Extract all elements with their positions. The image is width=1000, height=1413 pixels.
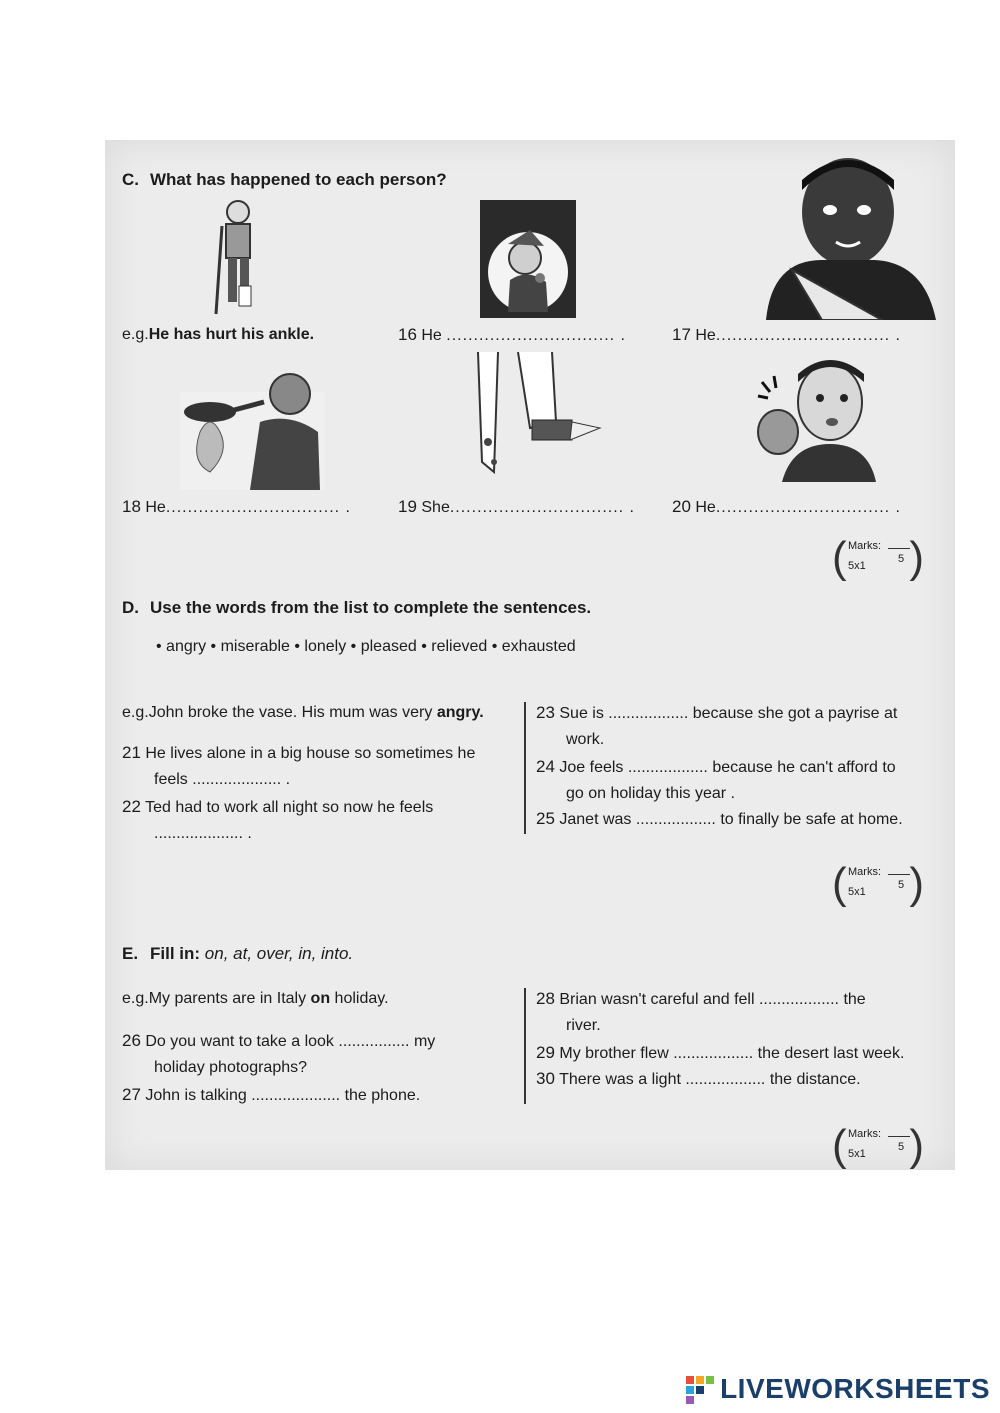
answer-blank-30[interactable]: There was a light .................. the distance. bbox=[559, 1071, 861, 1088]
answer-blank-17[interactable]: ................................ . bbox=[715, 327, 901, 344]
marks-total: 5 bbox=[898, 1141, 905, 1153]
column-divider-e bbox=[524, 988, 526, 1104]
section-e-heading bbox=[122, 944, 353, 964]
marks-score: 5x1 bbox=[848, 886, 866, 898]
word-list: • angry • miserable • lonely • pleased • relieved • exhausted bbox=[156, 638, 576, 655]
example-answer: on bbox=[310, 990, 331, 1007]
example-sentence-a: My parents are in Italy bbox=[148, 990, 307, 1007]
example-answer: angry. bbox=[436, 704, 484, 721]
item-number: 23 bbox=[536, 703, 555, 722]
section-e-title: Fill in: bbox=[150, 944, 201, 963]
item-number: 25 bbox=[536, 809, 555, 828]
marks-score: 5x1 bbox=[848, 1148, 866, 1160]
section-d-title: Use the words from the list to complete the sentences. bbox=[150, 598, 592, 617]
item-number: 28 bbox=[536, 989, 555, 1008]
item-line2: go on holiday this year . bbox=[566, 785, 735, 802]
item-number: 22 bbox=[122, 797, 141, 816]
item-subject: He bbox=[145, 499, 166, 516]
marks-box-e: ( Marks: 5 5x1 ) bbox=[832, 1121, 924, 1170]
item-21 bbox=[122, 740, 517, 793]
answer-blank-28[interactable]: Brian wasn't careful and fell .................. the bbox=[559, 991, 866, 1008]
marks-label: Marks: bbox=[848, 540, 881, 552]
item-19 bbox=[398, 494, 635, 521]
marks-box-d: ( Marks: 5 5x1 ) bbox=[832, 859, 924, 908]
item-27 bbox=[122, 1082, 517, 1109]
section-d-example bbox=[122, 700, 484, 726]
item-26 bbox=[122, 1028, 517, 1081]
man-broken-vase-illustration bbox=[752, 352, 877, 482]
answer-blank-25[interactable]: Janet was .................. to finally be safe at home. bbox=[559, 811, 903, 828]
item-number: 27 bbox=[122, 1085, 141, 1104]
answer-blank-24[interactable]: Joe feels .................. because he can't afford to bbox=[559, 759, 896, 776]
liveworksheets-logo-icon bbox=[686, 1374, 720, 1404]
person-burnt-hand-illustration bbox=[180, 372, 325, 490]
example-answer: He has hurt his ankle. bbox=[148, 326, 315, 343]
item-number: 19 bbox=[398, 497, 417, 516]
item-18 bbox=[122, 494, 351, 521]
section-c-letter: C. bbox=[122, 170, 139, 189]
item-line2: river. bbox=[566, 1017, 601, 1034]
item-17 bbox=[672, 322, 901, 349]
answer-blank-16[interactable]: ............................... . bbox=[446, 327, 626, 344]
marks-score: 5x1 bbox=[848, 560, 866, 572]
answer-blank-19[interactable]: ................................ . bbox=[449, 499, 635, 516]
section-c-heading bbox=[122, 170, 447, 190]
item-number: 30 bbox=[536, 1069, 555, 1088]
marks-total: 5 bbox=[898, 553, 905, 565]
person-nosebleed-illustration bbox=[480, 200, 576, 318]
item-30 bbox=[536, 1066, 936, 1093]
section-d-letter: D. bbox=[122, 598, 139, 617]
marks-label: Marks: bbox=[848, 866, 881, 878]
item-subject: He bbox=[695, 499, 716, 516]
item-16 bbox=[398, 322, 626, 349]
example-sentence-b: holiday. bbox=[334, 990, 389, 1007]
item-subject: He bbox=[695, 327, 716, 344]
section-e-words: on, at, over, in, into. bbox=[204, 944, 354, 963]
marks-label: Marks: bbox=[848, 1128, 881, 1140]
answer-blank-20[interactable]: ................................ . bbox=[715, 499, 901, 516]
item-25 bbox=[536, 806, 936, 833]
example-prefix: e.g. bbox=[122, 990, 149, 1007]
item-28 bbox=[536, 986, 936, 1039]
item-number: 17 bbox=[672, 325, 691, 344]
section-e-letter: E. bbox=[122, 944, 139, 963]
item-number: 18 bbox=[122, 497, 141, 516]
answer-blank-26[interactable]: Do you want to take a look ................ my bbox=[145, 1033, 436, 1050]
answer-blank-18[interactable]: ................................ . bbox=[165, 499, 351, 516]
item-29 bbox=[536, 1040, 936, 1067]
item-20 bbox=[672, 494, 901, 521]
example-prefix: e.g. bbox=[122, 704, 149, 721]
item-22 bbox=[122, 794, 517, 847]
item-line2: work. bbox=[566, 731, 605, 748]
marks-total: 5 bbox=[898, 879, 905, 891]
example-sentence: John broke the vase. His mum was very bbox=[148, 704, 433, 721]
column-divider-d bbox=[524, 702, 526, 834]
section-c-title: What has happened to each person? bbox=[150, 170, 447, 189]
boy-with-crutch-illustration bbox=[212, 196, 264, 318]
liveworksheets-logo[interactable] bbox=[686, 1373, 990, 1405]
section-c-example bbox=[122, 322, 314, 348]
answer-blank-27[interactable]: John is talking .................... the phone. bbox=[145, 1087, 421, 1104]
answer-blank-29[interactable]: My brother flew .................. the desert last week. bbox=[559, 1045, 905, 1062]
answer-blank-23[interactable]: Sue is .................. because she got a payrise at bbox=[559, 705, 898, 722]
item-number: 24 bbox=[536, 757, 555, 776]
item-number: 29 bbox=[536, 1043, 555, 1062]
item-23 bbox=[536, 700, 936, 753]
item-subject: He bbox=[421, 327, 442, 344]
boy-arm-sling-illustration bbox=[752, 150, 952, 320]
item-subject: She bbox=[421, 499, 450, 516]
logo-text: LIVEWORKSHEETS bbox=[720, 1373, 990, 1404]
marks-box-c: ( Marks: 5 5x1 ) bbox=[832, 533, 924, 582]
section-d-heading bbox=[122, 598, 591, 618]
answer-blank-22[interactable]: .................... . bbox=[154, 825, 252, 842]
cut-finger-illustration bbox=[460, 352, 610, 482]
item-number: 16 bbox=[398, 325, 417, 344]
section-e-example bbox=[122, 986, 389, 1012]
item-line1: He lives alone in a big house so sometimes he bbox=[145, 745, 476, 762]
item-line2: holiday photographs? bbox=[154, 1059, 308, 1076]
item-number: 21 bbox=[122, 743, 141, 762]
item-number: 26 bbox=[122, 1031, 141, 1050]
answer-blank-21[interactable]: feels .................... . bbox=[154, 771, 291, 788]
item-24 bbox=[536, 754, 936, 807]
example-prefix: e.g. bbox=[122, 326, 149, 343]
item-number: 20 bbox=[672, 497, 691, 516]
item-line1: Ted had to work all night so now he feels bbox=[145, 799, 434, 816]
